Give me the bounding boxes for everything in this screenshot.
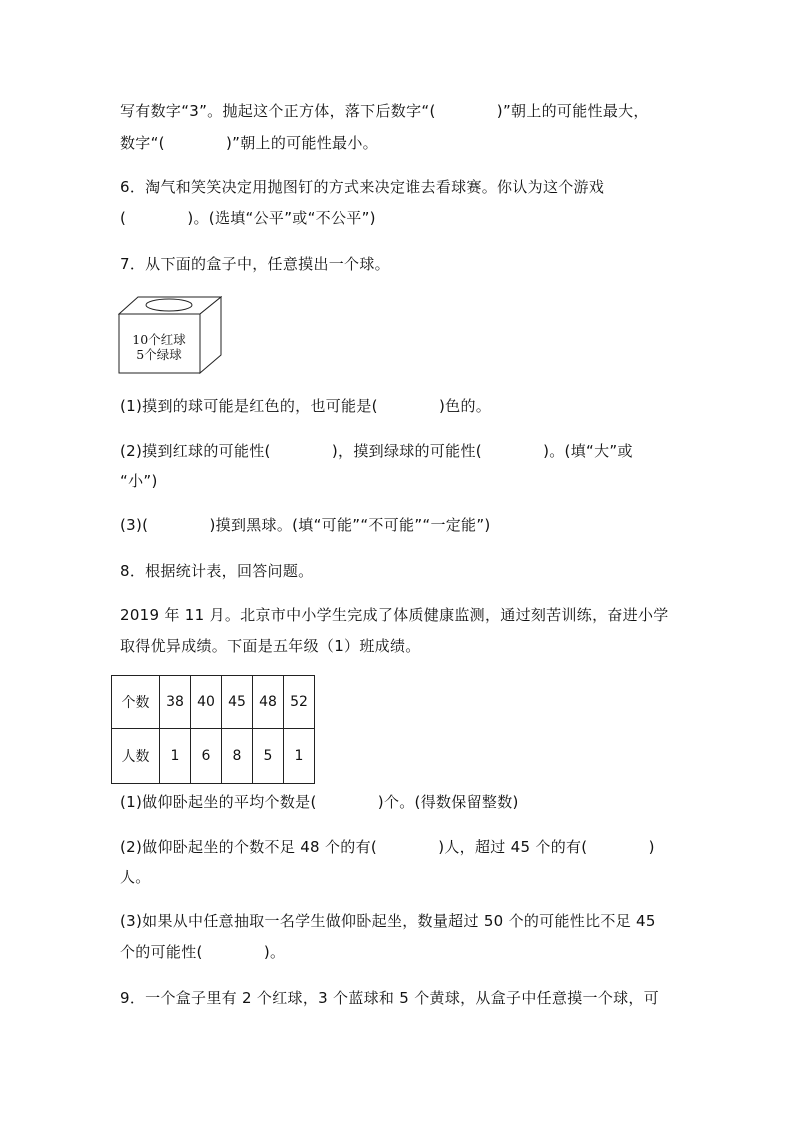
- q7-title: 7．从下面的盒子中，任意摸出一个球。: [120, 255, 390, 273]
- q9-text-line-1: 9．一个盒子里有 2 个红球，3 个蓝球和 5 个黄球，从盒子中任意摸一个球，可: [120, 989, 660, 1007]
- q7-part2-line-2: “小”): [120, 472, 158, 490]
- q7-part1: (1)摸到的球可能是红色的，也可能是( )色的。: [120, 397, 492, 415]
- q8-intro-line-1: 2019 年 11 月。北京市中小学生完成了体质健康监测，通过刻苦训练，奋进小学: [120, 606, 669, 624]
- table-cell: 48: [253, 676, 284, 729]
- table-row: [112, 729, 315, 784]
- q8-title: 8．根据统计表，回答问题。: [120, 562, 314, 580]
- table-cell: 8: [222, 729, 253, 784]
- table-cell: 38: [160, 676, 191, 729]
- q6-text-line-1: 6．淘气和笑笑决定用抛图钉的方式来决定谁去看球赛。你认为这个游戏: [120, 178, 605, 196]
- table-cell: 5: [253, 729, 284, 784]
- table-cell: 52: [284, 676, 315, 729]
- box-label-red-balls: 10个红球: [132, 332, 186, 347]
- situp-stats-table: [111, 675, 315, 784]
- table-row: [112, 676, 315, 729]
- q8-part3-line-2: 个的可能性( )。: [120, 943, 286, 961]
- q7-part3: (3)( )摸到黑球。(填“可能”“不可能”“一定能”): [120, 516, 491, 534]
- q5-text-line-2: 数字“( )”朝上的可能性最小。: [120, 134, 378, 152]
- table-cell: 6: [191, 729, 222, 784]
- q8-part1: (1)做仰卧起坐的平均个数是( )个。(得数保留整数): [120, 793, 519, 811]
- q8-intro-line-2: 取得优异成绩。下面是五年级（1）班成绩。: [120, 637, 421, 655]
- q5-text-line-1: 写有数字“3”。抛起这个正方体，落下后数字“( )”朝上的可能性最大，: [120, 102, 649, 120]
- q8-part2-line-2: 人。: [120, 868, 151, 886]
- table-cell: 40: [191, 676, 222, 729]
- box-label-green-balls: 5个绿球: [136, 347, 182, 362]
- q7-part2-line-1: (2)摸到红球的可能性( )，摸到绿球的可能性( )。(填“大”或: [120, 442, 633, 460]
- table-cell: 45: [222, 676, 253, 729]
- q8-part2-line-1: (2)做仰卧起坐的个数不足 48 个的有( )人，超过 45 个的有( ): [120, 838, 655, 856]
- table-header-people: 人数: [112, 729, 160, 784]
- q8-part3-line-1: (3)如果从中任意抽取一名学生做仰卧起坐，数量超过 50 个的可能性比不足 45: [120, 912, 656, 930]
- table-cell: 1: [284, 729, 315, 784]
- table-cell: 1: [160, 729, 191, 784]
- q6-text-line-2: ( )。(选填“公平”或“不公平”): [120, 209, 376, 227]
- table-header-count: 个数: [112, 676, 160, 729]
